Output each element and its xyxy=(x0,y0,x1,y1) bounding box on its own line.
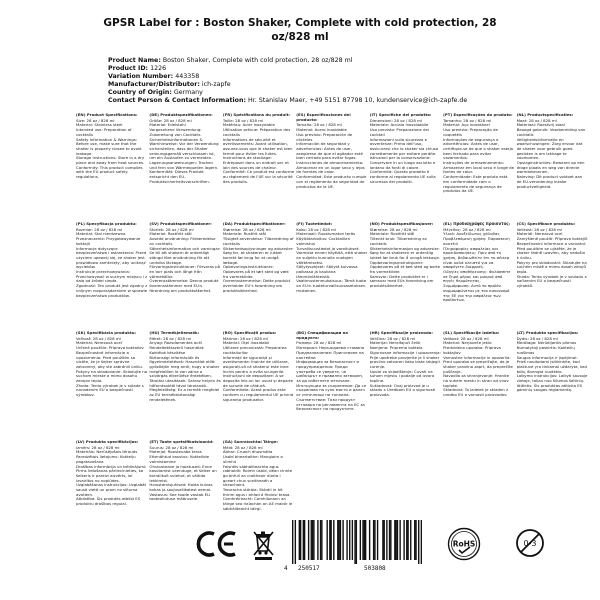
language-body: Tamaño: 28 oz / 828 ml Material: Acero inoxidable Uso previsto: Preparación de cócteles Información de seguridad y advertencias: Antes de usar, asegúrese de que el agitador esté bien cerrado para evitar fugas. Instrucciones de almacenamiento: Almacenar en un lugar seco y lejos de fuentes de calor. Conformidad: Este producto cumple con el reglamento de seguridad de productos de la UE. xyxy=(296,122,367,189)
barcode-bar xyxy=(364,520,365,560)
barcode-bar xyxy=(395,520,396,560)
language-body: Velikost: 28 oz / 828 ml Materiál: Nerezová ocel Zamýšlené použití: Příprava koktejlů Bezpečnostní informace a varování: Před použitím se ujistěte, že je shaker řádně uzavřen, aby nedošlo k úniku. Pokyny pro skladování: Skladujte na suchém místě a mimo dosah zdrojů tepla. Shoda: Tento výrobek je v souladu s nařízením EU o bezpečnosti výrobků. xyxy=(516,226,588,289)
barcode-bar xyxy=(326,520,327,560)
language-body: Tamanho: 28 oz / 828 ml Material: Aço inoxidável Uso previsto: Preparação de coquetéis Informações de segurança e advertências: Antes de usar, certifique-se de que o shaker esteja bem fechado para evitar vazamentos. Instruções de armazenamento: Armazenar em local seco e longe de fontes de calor. Conformidade: Este produto está em conformidade com o regulamento de segurança de produtos da UE. xyxy=(443,117,515,194)
barcode-bar xyxy=(299,520,300,560)
barcode-bar xyxy=(403,520,404,560)
barcode-bar xyxy=(384,520,385,560)
language-heading: (FI) Tuotetiedot: xyxy=(296,222,333,226)
language-body: Size: 28 oz / 828 ml Material: Stainless steel Intended use: Preparation of cocktails Safety Information & Warnings: Before use, make sure that the shaker is properly closed to avoid leakage. Storage Instructions: Store in a dry place and away from heat sources. Conformity: This product complies with the EU product safety regulations. xyxy=(76,117,145,180)
barcode-bar xyxy=(321,520,322,560)
barcode-bar xyxy=(346,520,347,560)
language-heading: (PL) Specyfikacja produktu: xyxy=(76,222,137,226)
language-body: Koko: 28 oz / 828 ml Materiaali: Ruostumaton teräs Käyttötarkoitus: Cocktailien valmistus Turvallisuustiedot ja varoitukset: Varmista ennen käyttöä, että shaker on suljettu kunnolla vuotojen välttämiseksi. Säilytysohjeet: Säilytä kuivassa paikassa ja kaukana lämmönlähteistä. Vaatimustenmukaisuus: Tämä tuote on EU:n tuoteturvallisuusasetuksen mukainen. xyxy=(296,226,368,293)
language-block xyxy=(370,331,441,440)
language-heading: (GA) Sonraíochtaí Táirge: xyxy=(222,440,279,444)
barcode-bar xyxy=(312,520,313,560)
language-heading: (SK) Špecifikácia produktu: xyxy=(76,331,137,335)
language-body: Mărime: 28 oz / 828 ml Material: Oțel inoxidabil Utilizare preconizată: Prepararea cocktailurilor Informații de siguranță și avertismente: Înainte de utilizare, asigurați-vă că shakerul este bine închis pentru a evita scurgerile. Instrucțiuni de depozitare: A se depozita într-un loc uscat și departe de sursele de căldură. Conformitate: Acest produs este conform cu regulamentul UE privind siguranța produselor. xyxy=(222,335,294,402)
language-block xyxy=(296,222,367,331)
age-text: 0-3 xyxy=(523,539,537,548)
barcode-bar xyxy=(421,520,422,564)
barcode-bar xyxy=(390,520,391,560)
barcode-bar xyxy=(304,520,305,560)
language-body: Veličina: 28 oz / 828 ml Materijal: Nehrđajući čelik Namjena: Priprema koktela Sigurnosne informacije i upozorenja: Prije upotrebe provjerite je li shaker pravilno zatvoren kako biste izbjegli curenje. Upute za skladištenje: Čuvati na suhom mjestu i podalje od izvora topline. Sukladnost: Ovaj proizvod je u skladu s Uredbom EU o sigurnosti proizvoda. xyxy=(369,335,441,398)
barcode-bar xyxy=(418,520,419,564)
info-row xyxy=(108,73,578,81)
info-label: Contact Person & Contact Information: xyxy=(108,97,246,105)
language-body: Izmērs: 28 oz / 828 ml Materiāls: Nerūsējošais tērauds Paredzētais lietojums: Kokteiļu pagatavošana Drošības informācija un brīdinājumi: Pirms lietošanas pārliecinieties, ka šeikeris ir pareizi aizvērts, lai izvairītos no noplūdes. Uzglabāšanas instrukcijas: Uzglabāt sausā vietā un prom no siltuma avotiem. Atbilstība: Šis produkts atbilst ES produktu drošības regulai. xyxy=(76,444,147,507)
language-heading: (SV) Produktspecifikationer: xyxy=(149,222,212,226)
info-row xyxy=(108,65,578,73)
language-block xyxy=(443,113,514,222)
info-row xyxy=(108,81,578,89)
barcode-bar xyxy=(377,520,378,560)
barcode-bar xyxy=(394,520,395,560)
language-heading: (DE) Produktspezifikationen: xyxy=(149,113,213,117)
language-block xyxy=(223,222,294,331)
barcode-bar xyxy=(330,520,331,560)
language-heading: (PT) Especificações do produto: xyxy=(443,113,513,117)
barcode-bar xyxy=(374,520,375,560)
info-label: Manufacturer/Distributor: xyxy=(108,81,200,89)
language-body: Størrelse: 28 oz / 828 ml Materiale: Rustfrit stål Tilsigtet anvendelse: Tilberedning af cocktails Sikkerhedsoplysninger og advarsler: Sørg for, at shakeren er lukket korrekt før brug for at undgå lækage. Opbevaringsinstruktioner: Opbevares på et tørt sted og væk fra varmekilder. Overensstemmelse: Dette produkt overholder EU's forordning om produktsikkerhed. xyxy=(222,226,294,293)
language-body: Suurus: 28 oz / 828 ml Materjal: Roostevaba teras Ettenähtud kasutus: Kokteilide valmistamine Ohutusteave ja hoiatused: Enne kasutamist veenduge, et šeiker on korralikult suletud, et vältida lekkimist. Hoiustamisjuhised: Hoida kuivas kohas ja soojusallikatest eemal. Vastavus: See toode vastab ELi tooteohutuse määrusele. xyxy=(149,444,217,502)
language-block xyxy=(296,113,367,222)
barcode-bar xyxy=(373,520,374,560)
barcode-bar xyxy=(303,520,304,560)
language-body: Méret: 28 oz / 828 ml Anyag: Rozsdamentes acél Rendeltetésszerű használat: Koktélok készítése Biztonsági információk és figyelmeztetések: Használat előtt győződjön meg arról, hogy a shaker megfelelően le van zárva a szivárgás elkerülése érdekében. Tárolási utasítások: Száraz helyen és hőforrásoktól távol tárolandó. Megfelelőség: Ez a termék megfelel az EU termékbiztonsági rendeletének. xyxy=(149,335,221,402)
language-body: Размер: 28 oz / 828 ml Материал: Неръждаема стомана Предназначение: Приготвяне на коктейли Информация за безопасност и предупреждения: Преди употреба се уверете, че шейкърът е правилно затворен, за да избегнете изтичане. Инструкции за съхранение: Да се съхранява на сухо място и далеч от източници на топлина. Съответствие: Този продукт отговаря на регламента на ЕС за безопасност на продуктите. xyxy=(296,340,367,412)
info-row xyxy=(108,89,578,97)
info-row xyxy=(108,57,578,65)
barcode-bar xyxy=(407,520,408,560)
barcode-bar xyxy=(320,520,321,560)
weee-bin-icon xyxy=(251,527,277,561)
product-info xyxy=(108,57,578,106)
info-value: ich-zapfe xyxy=(201,81,231,89)
symbol-footer xyxy=(0,515,600,595)
language-heading: (RO) Specificații produs: xyxy=(222,331,277,335)
language-heading: (HU) Termékjellemzők: xyxy=(149,331,200,335)
info-label: Country of Origin: xyxy=(108,89,172,97)
barcode-bar xyxy=(311,520,312,560)
barcode-bar xyxy=(369,520,370,560)
info-value: 443358 xyxy=(175,73,200,81)
language-block xyxy=(370,113,441,222)
barcode-bar xyxy=(329,520,330,560)
barcode-bar xyxy=(340,520,341,560)
info-row xyxy=(108,97,578,105)
language-grid xyxy=(76,113,588,549)
language-body: Taille: 28 oz / 828 ml Matériau: Acier inoxydable Utilisation prévue: Préparation des cocktails Informations de sécurité et avertissements: Avant utilisation, assurez-vous que le shaker est bien fermé pour éviter les fuites. Instructions de stockage: Entreposer dans un endroit sec et loin des sources de chaleur. Conformité: Ce produit est conforme au règlement de l'UE sur la sécurité des produits. xyxy=(222,117,295,184)
barcode-bar xyxy=(352,520,353,560)
language-heading: (NL) Productspecificaties: xyxy=(516,113,574,117)
info-value: Boston Shaker, Complete with cold protection, 28 oz/828 ml xyxy=(162,57,353,64)
rohs-icon xyxy=(447,527,481,561)
barcode-bars xyxy=(292,520,422,564)
language-block xyxy=(296,331,367,440)
language-body: Méid: 28 oz / 828 ml Ábhar: Cruach dhosmálta Úsáid bheartaithe: Manglaim a ullmhú Faisnéis sábháilteachta agus rabhaidh: Roimh úsáid, déan cinnte go bhfuil an croitheoir dúnta i gceart chun sceitheadh a sheachaint. Treoracha stórála: Stóráil in áit thirim agus i bhfad ó fhoinsí teasa. Comhréireacht: Comhlíonann an táirge seo rialachán an AE maidir le sábháilteacht táirgí. xyxy=(222,444,293,511)
barcode-bar xyxy=(333,520,334,560)
info-label: Product ID: xyxy=(108,65,149,73)
language-heading: (ET) Toote spetsifikatsioonid: xyxy=(149,440,214,444)
language-body: Größe: 28 oz / 828 ml Material: Edelstahl Vorgesehene Verwendung: Zubereitung von Cocktails Sicherheitsinformationen & Warnhinweise: Vor der Verwendung sicherstellen, dass der Shaker ordnungsgemäß verschlossen ist, um ein Auslaufen zu vermeiden. Lagerungsanweisungen: Trocken und fern von Wärmequellen lagern. Konformität: Dieses Produkt entspricht den EU-Produktsicherheitsvorschriften. xyxy=(149,117,219,184)
page-title: GPSR Label for : Boston Shaker, Complete with cold protection, 28 oz/828 ml xyxy=(103,17,497,43)
language-block xyxy=(370,222,441,331)
barcode-digits xyxy=(282,564,432,574)
language-block xyxy=(517,222,588,331)
info-value: 1226 xyxy=(150,65,167,73)
language-block xyxy=(443,222,514,331)
barcode-bar xyxy=(342,520,343,560)
language-heading: (SL) Specifikacije izdelka: xyxy=(443,331,500,335)
language-heading: (LT) Produkto specifikacijos: xyxy=(516,331,579,335)
barcode-bar xyxy=(360,520,361,560)
barcode-bar xyxy=(349,520,350,560)
barcode-bar xyxy=(414,520,415,560)
language-body: Μέγεθος: 28 oz / 828 ml Υλικό: Ανοξείδωτος χάλυβας Προβλεπόμενη χρήση: Παρασκευή κοκτέιλ Πληροφορίες ασφαλείας και προειδοποιήσεις: Πριν από τη χρήση, βεβαιωθείτε ότι το σέικερ είναι καλά κλειστό για να αποφύγετε διαρροές. Οδηγίες αποθήκευσης: Φυλάσσετε σε ξηρό μέρος και μακριά από πηγές θερμότητας. Συμμόρφωση: Αυτό το προϊόν συμμορφώνεται με τον κανονισμό της ΕΕ για την ασφάλεια των προϊόντων. xyxy=(443,226,511,303)
language-heading: (EL) Προδιαγραφές προϊόντος: xyxy=(443,222,511,226)
language-body: Størrelse: 28 oz / 828 ml Materiale: Rustfritt stål Tiltenkt bruk: Tilberedning av cocktails Sikkerhetsinformasjon og advarsler: Sørg for at shakeren er ordentlig lukket før bruk for å unngå lekkasje. Oppbevaringsinstruksjoner: Oppbevares på et tørt sted og borte fra varmekilder. Samsvar: Dette produktet er i samsvar med EUs forordning om produktsikkerhet. xyxy=(369,226,441,289)
language-block xyxy=(76,331,147,440)
language-block xyxy=(517,113,588,222)
info-label: Variation Number: xyxy=(108,73,174,81)
barcode-bar xyxy=(410,520,411,560)
rohs-text: RoHS xyxy=(452,539,476,549)
barcode-bar xyxy=(397,520,398,560)
age-warning-icon xyxy=(515,528,545,558)
barcode-bar xyxy=(399,520,400,560)
info-value: Hr. Stanislav Maer, +49 5151 87798 10, kundenservice@ich-zapfe.de xyxy=(248,97,468,105)
language-heading: (IT) Specifiche del prodotto: xyxy=(369,113,432,117)
barcode-bar xyxy=(300,520,301,560)
barcode-bar xyxy=(313,520,314,560)
barcode-digit-left: 250517 xyxy=(298,565,320,572)
barcode-bar xyxy=(292,520,293,564)
language-block xyxy=(149,331,220,440)
language-body: Velikost: 28 oz / 828 ml Material: Nerjaveče jeklo Predvidena uporaba: Priprava koktajlov Varnostne informacije in opozorila: Pred uporabo se prepričajte, da je shaker pravilno zaprt, da preprečite puščanje. Navodila za shranjevanje: Hranite na suhem mestu in stran od virov toplote. Skladnost: Ta izdelek je skladen z uredbo EU o varnosti proizvodov. xyxy=(443,335,513,398)
language-body: Storlek: 28 oz / 828 ml Material: Rostfritt stål Avsedd användning: Förberedelse av cocktails Säkerhetsinformation och varningar: Se till att shakern är ordentligt stängd före användning för att undvika läckage. Förvaringsinstruktioner: Förvaras på en torr plats och långt från värmekällor. Överensstämmelse: Denna produkt överensstämmer med EU:s förordning om produktsäkerhet. xyxy=(149,226,221,293)
language-block xyxy=(443,331,514,440)
barcode-bar xyxy=(386,520,387,560)
language-block xyxy=(76,113,147,222)
language-heading: (EN) Product Specifications: xyxy=(76,113,138,117)
language-block xyxy=(149,222,220,331)
info-label: Product Name: xyxy=(108,57,161,64)
barcode-digit-prefix: 4 xyxy=(284,565,288,572)
language-block xyxy=(149,113,220,222)
language-block xyxy=(223,331,294,440)
language-body: Veľkosť: 28 oz / 828 ml Materiál: Nerezová oceľ Určené použitie: Príprava koktailov Bezpečnostné informácie a upozornenia: Pred použitím sa uistite, že je šejker správne zatvorený, aby ste zabránili úniku. Pokyny na skladovanie: Skladujte na suchom mieste a mimo dosahu zdrojov tepla. Zhoda: Tento výrobok je v súlade s nariadením EÚ o bezpečnosti výrobkov. xyxy=(76,335,148,398)
language-heading: (NO) Produktspesifikasjoner: xyxy=(369,222,434,226)
language-heading: (ES) Especificaciones del producto: xyxy=(296,113,351,122)
barcode-bar xyxy=(362,520,363,560)
ce-mark-icon xyxy=(195,529,239,559)
barcode-bar xyxy=(338,520,339,560)
info-value: Germany xyxy=(173,89,203,97)
language-body: Rozmiar: 28 oz / 828 ml Materiał: Stal nierdzewna Przeznaczenie: Przygotowywanie koktajli Informacje dotyczące bezpieczeństwa i ostrzeżenia: Przed użyciem upewnij się, że shaker jest prawidłowo zamknięty, aby uniknąć wycieków. Instrukcje przechowywania: Przechowywać w suchym miejscu i z dala od źródeł ciepła. Zgodność: Ten produkt jest zgodny z unijnym rozporządzeniem w sprawie bezpieczeństwa produktów. xyxy=(76,226,148,298)
barcode-digit-right: 503808 xyxy=(364,565,386,572)
ean13-barcode xyxy=(282,520,432,576)
barcode-bar xyxy=(356,520,357,564)
language-heading: (HR) Specifikacije proizvoda: xyxy=(369,331,433,335)
barcode-bar xyxy=(365,520,366,560)
language-heading: (DA) Produktspecifikationer: xyxy=(222,222,286,226)
barcode-bar xyxy=(354,520,355,564)
language-heading: (CS) Specifikace produktu: xyxy=(516,222,576,226)
barcode-bar xyxy=(337,520,338,560)
barcode-bar xyxy=(389,520,390,560)
barcode-bar xyxy=(415,520,416,560)
language-heading: (LV) Produkta specifikācijas: xyxy=(76,440,139,444)
barcode-bar xyxy=(406,520,407,560)
language-heading: (BG) Спецификации на продукта: xyxy=(296,331,348,340)
barcode-bar xyxy=(308,520,309,560)
barcode-bar xyxy=(295,520,296,564)
language-block xyxy=(76,222,147,331)
barcode-bar xyxy=(382,520,383,560)
barcode-bar xyxy=(317,520,318,560)
language-body: Dimensioni: 28 oz / 828 ml Materiale: Acciaio inossidabile Uso previsto: Preparazione dei cocktail Informazioni sulla sicurezza e avvertenze: Prima dell'uso, assicurarsi che lo shaker sia chiuso correttamente per evitare perdite. Istruzioni per la conservazione: Conservare in un luogo asciutto e lontano da fonti di calore. Conformità: Questo prodotto è conforme al regolamento UE sulla sicurezza dei prodotti. xyxy=(369,117,439,184)
language-block xyxy=(517,331,588,440)
language-block xyxy=(223,113,294,222)
language-heading: (FR) Spécifications du produit: xyxy=(222,113,290,117)
language-body: Maat: 28 oz / 828 ml Materiaal: Roestvrij staal Beoogd gebruik: Voorbereiding van cocktails Veiligheidsinformatie en waarschuwingen: Zorg ervoor dat de shaker voor gebruik goed gesloten is om lekkage te voorkomen. Opslaginstructies: Bewaren op een droge plaats en weg van directe warmtebronnen. Naleving: Dit product voldoet aan de EU-verordening inzake productveiligheid. xyxy=(516,117,586,189)
language-body: Dydis: 28 oz / 828 ml Medžiaga: Nerūdijantis plienas Numatytoji paskirtis: Kokteilių ruošimas Saugos informacija ir įspėjimai: Prieš naudodami įsitikinkite, kad plaktuvė yra tinkamai uždaryta, kad būtų išvengta nuotėkio. Laikymo instrukcijos: Laikyti sausoje vietoje, toliau nuo šilumos šaltinių. Atitiktis: Šis produktas atitinka ES gaminių saugos reglamentą. xyxy=(516,335,588,393)
